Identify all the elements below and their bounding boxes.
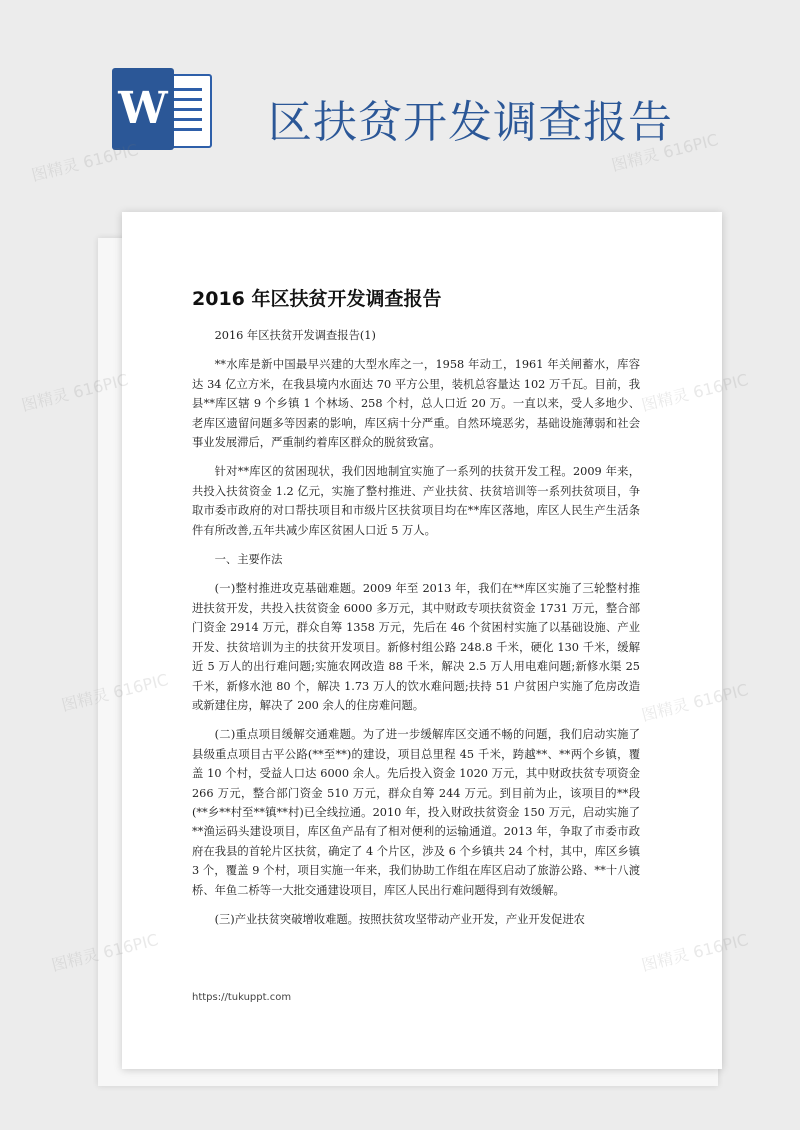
banner-header [0,0,800,190]
paragraph-subtitle: 2016 年区扶贫开发调查报告(1) [214,329,376,342]
paragraph: **水库是新中国最早兴建的大型水库之一，1958 年动工，1961 年关闸蓄水，库容达 34 亿立方米，在我县境内水面达 70 平方公里，装机总容量达 102 万千瓦。目前，我县**库区辖 9 个乡镇 1 个林场、258 个村，总人口近 20 万。一直以来，受人多地少、老库区遗留问题多等因素的影响，库区病十分严重。自然环境恶劣，基础设施薄弱和社会事业发展滞后，严重制约着库区群众的脱贫致富。 [192,358,640,450]
watermark: 图精灵 616PIC [19,370,131,415]
paragraph: (三)产业扶贫突破增收难题。按照扶贫攻坚带动产业开发，产业开发促进农 [214,912,585,926]
section-heading: 一、主要作法 [214,553,283,567]
watermark: 图精灵 616PIC [29,140,141,185]
word-logo-letter: W [112,68,174,150]
paragraph: (一)整村推进攻克基础难题。2009 年至 2013 年，我们在**库区实施了三轮整村推进扶贫开发，共投入扶贫资金 6000 多万元，其中财政专项扶贫资金 1731 万元，整合部门资金 2914 万元，群众自筹 1358 万元，先后在 46 个贫困村实施了以基础设施、产业开发、扶贫培训为主的扶贫开发项目。新修村组公路 248.8 千米，硬化 130 千米，缓解近 5 万人的出行难问题;实施农网改造 88 千米，解决 2.5 万人用电难问题;新修水渠 25 千米，新修水池 80 个，解决 1.73 万人的饮水难问题;扶持 51 户贫困户实施了危房改造或新建住房，解决了 200 余人的住房难问题。 [192,582,640,712]
banner-title: 区扶贫开发调查报告 [268,97,673,148]
document-body [192,326,640,939]
paragraph: 针对**库区的贫困现状，我们因地制宜实施了一系列的扶贫开发工程。2009 年来，共投入扶贫资金 1.2 亿元，实施了整村推进、产业扶贫、扶贫培训等一系列扶贫项目，争取市委市政府的对口帮扶项目和市级片区扶贫项目均在**库区落地，库区人民生产生活条件有所改善,五年共减少库区贫困人口近 5 万人。 [192,465,640,537]
watermark: 图精灵 616PIC [609,130,721,175]
word-document-icon [112,68,212,150]
watermark: 图精灵 [49,944,101,975]
watermark: 图精灵 [59,684,111,715]
document-title: 2016 年区扶贫开发调查报告 [192,288,442,310]
paragraph: (二)重点项目缓解交通难题。为了进一步缓解库区交通不畅的问题，我们启动实施了县级重点项目古平公路(**至**)的建设，项目总里程 45 千米，跨越**、**两个乡镇，覆盖 10 个村，受益人口达 6000 余人。先后投入资金 1020 万元，其中财政扶贫专项资金 266 万元，整合部门资金 510 万元，群众自筹 244 万元。到目前为止，该项目的**段(**乡**村至**镇**村)已全线拉通。2010 年，投入财政扶贫资金 150 万元，启动实施了**渔运码头建设项目，库区鱼产品有了相对便利的运输通道。2013 年，争取了市委市政府在我县的首轮片区扶贫，确定了 4 个片区，涉及 6 个乡镇共 24 个村，其中，库区乡镇 3 个，覆盖 9 个村，项目实施一年来，我们协助工作组在库区启动了旅游公路、**十八渡桥、年鱼二桥等一大批交通建设项目，库区人民出行难问题得到有效缓解。 [192,728,640,897]
source-url: https://tukuppt.com [192,992,292,1003]
